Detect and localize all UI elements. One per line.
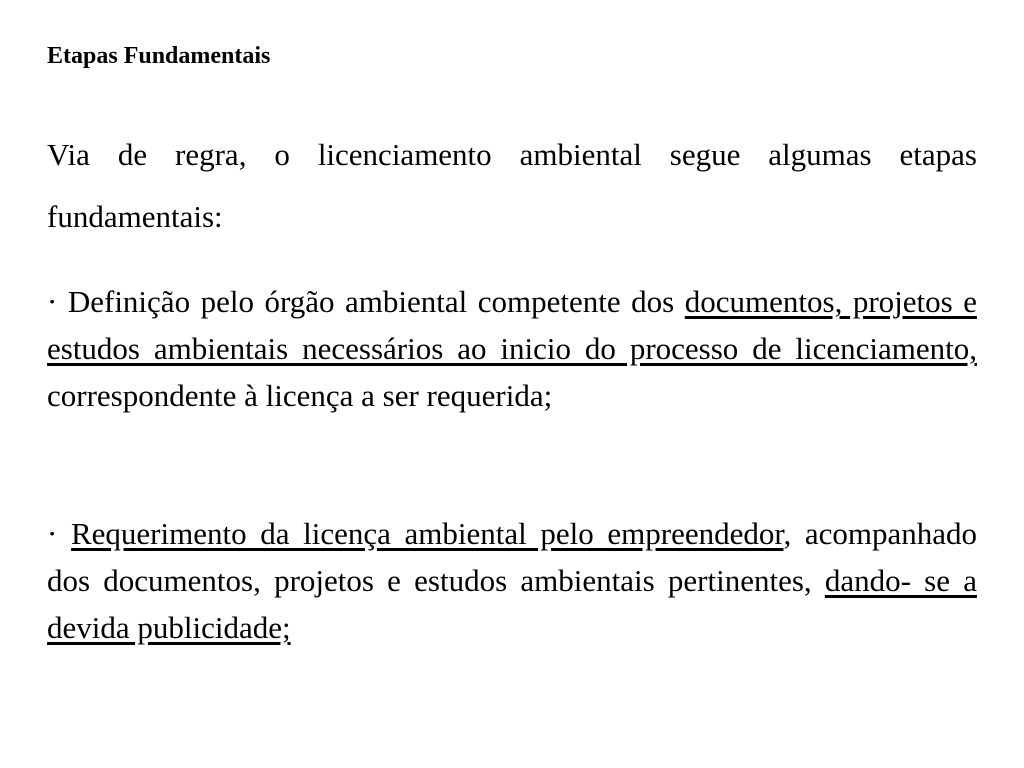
bullet-item-1 [47,278,977,419]
bullet-symbol: · [47,284,58,319]
bullet-1-underlined-text: documentos, projetos e estudos ambientais necessários ao inicio do processo de licenciamento, [47,284,977,366]
bullet-1-suffix: correspondente à licença a ser requerida; [47,378,553,413]
bullet-symbol: · [47,516,58,551]
bullet-2-middle: , acompanhado dos documentos, projetos e estudos ambientais pertinentes, [47,516,978,598]
bullet-2-underlined-text: Requerimento da licença ambiental pelo empreendedor [70,516,784,551]
bullet-1-prefix: Definição pelo órgão ambiental competente dos [57,284,685,319]
bullet-item-2 [47,510,977,651]
intro-paragraph: Via de regra, o licenciamento ambiental segue algumas etapas fundamentais: [47,137,977,234]
slide-title: Etapas Fundamentais [47,43,271,69]
bullet-2-underlined-end: dando- se a devida publicidade; [47,563,977,645]
